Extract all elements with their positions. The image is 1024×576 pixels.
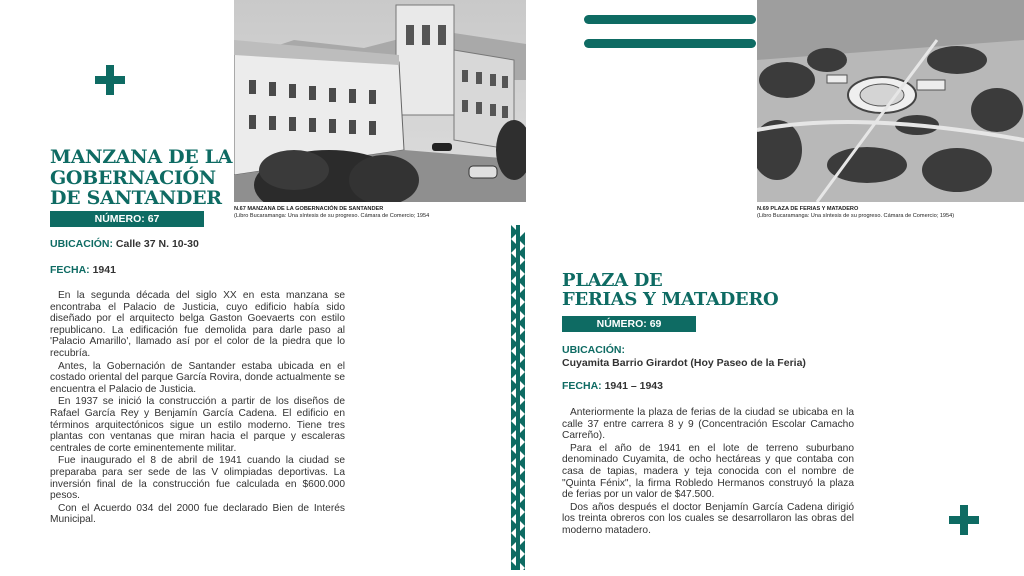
location-label: UBICACIÓN: (562, 344, 625, 356)
location-row (562, 344, 806, 370)
date-row (50, 264, 116, 276)
entry-title (50, 147, 250, 209)
photo-caption (234, 206, 526, 220)
paragraph: En la segunda década del siglo XX en esta manzana se encontraba el Palacio de Justicia, cuyo edificio había sido diseñado por el arquitecto belga Gaston Goevaerts con estilo republicano. La edificación fue demolida para darle paso al 'Palacio Amarillo', llamado así por el color de la piedra que lo recubría. (50, 290, 345, 359)
paragraph: Con el Acuerdo 034 del 2000 fue declarado Bien de Interés Municipal. (50, 502, 345, 526)
date-row (562, 380, 663, 392)
caption-title: N.69 PLAZA DE FERIAS Y MATADERO (757, 206, 859, 212)
title-line: FERIAS Y MATADERO (562, 289, 779, 311)
entry-body (50, 290, 345, 527)
plus-icon (949, 505, 979, 535)
location-label: UBICACIÓN: (50, 238, 113, 250)
title-line: PLAZA DE (562, 270, 663, 291)
caption-source: (Libro Bucaramanga: Una síntesis de su progreso. Cámara de Comercio; 1954 (234, 213, 430, 219)
paragraph: Anteriormente la plaza de ferias de la ciudad se ubicaba en la calle 37 entre carrera 8 y 9 (Concentración Escolar Camacho Carreño). (562, 407, 854, 442)
title-line: DE SANTANDER (50, 187, 222, 210)
photo-plaza-ferias (757, 0, 1024, 202)
caption-title: N.67 MANZANA DE LA GOBERNACIÓN DE SANTANDER (234, 206, 384, 212)
photo-gobernacion (234, 0, 526, 202)
decorative-stripe (584, 15, 756, 24)
date-label: FECHA: (562, 380, 602, 392)
paragraph: Fue inaugurado el 8 de abril de 1941 cuando la ciudad se preparaba para ser sede de las V olimpiadas deportivas. La inversión final de la construcción fue calculada en $600.000 pesos. (50, 455, 345, 502)
paragraph: Dos años después el doctor Benjamín García Cadena dirigió los treinta obreros con los cuales se desarrollaron las obras del moderno matadero. (562, 501, 854, 536)
title-line: GOBERNACIÓN (50, 166, 216, 189)
entry-body (562, 407, 854, 538)
photo-caption (757, 206, 1024, 220)
paragraph: Para el año de 1941 en el lote de terreno suburbano denominado Cuyamita, de ocho hectáreas y que contaba con casa de tapias, madera y teja conocida con el nombre de "Quinta Fénix", la firma Robledo Hermanos construyó la plaza de ferias por un valor de $47.500. (562, 442, 854, 501)
entry-title (562, 271, 802, 310)
plus-icon (95, 65, 125, 95)
location-row (50, 238, 199, 250)
date-value: 1941 (92, 264, 116, 276)
date-label: FECHA: (50, 264, 90, 276)
location-value: Calle 37 N. 10-30 (115, 238, 199, 250)
decorative-stripe (584, 39, 756, 48)
number-badge: NÚMERO: 69 (562, 316, 696, 332)
paragraph: Antes, la Gobernación de Santander estaba ubicada en el costado oriental del parque García Rovira, donde actualmente se encuentra el Palacio de Justicia. (50, 360, 345, 395)
zigzag-divider (511, 225, 525, 570)
paragraph: En 1937 se inició la construcción a partir de los diseños de Rafael García Rey y Benjamín García Cadena. El edificio en términos arquitectónicos sigue un estilo moderno. Tiene tres plantas con ventanas que miran hacia el parque y escaleras centrales de corte eminentemente militar. (50, 396, 345, 454)
number-badge: NÚMERO: 67 (50, 211, 204, 227)
location-value: Cuyamita Barrio Girardot (Hoy Paseo de la Feria) (562, 357, 806, 369)
caption-source: (Libro Bucaramanga: Una síntesis de su progreso. Cámara de Comercio; 1954) (757, 213, 955, 219)
date-value: 1941 – 1943 (604, 380, 663, 392)
title-line: MANZANA DE LA (50, 146, 233, 168)
